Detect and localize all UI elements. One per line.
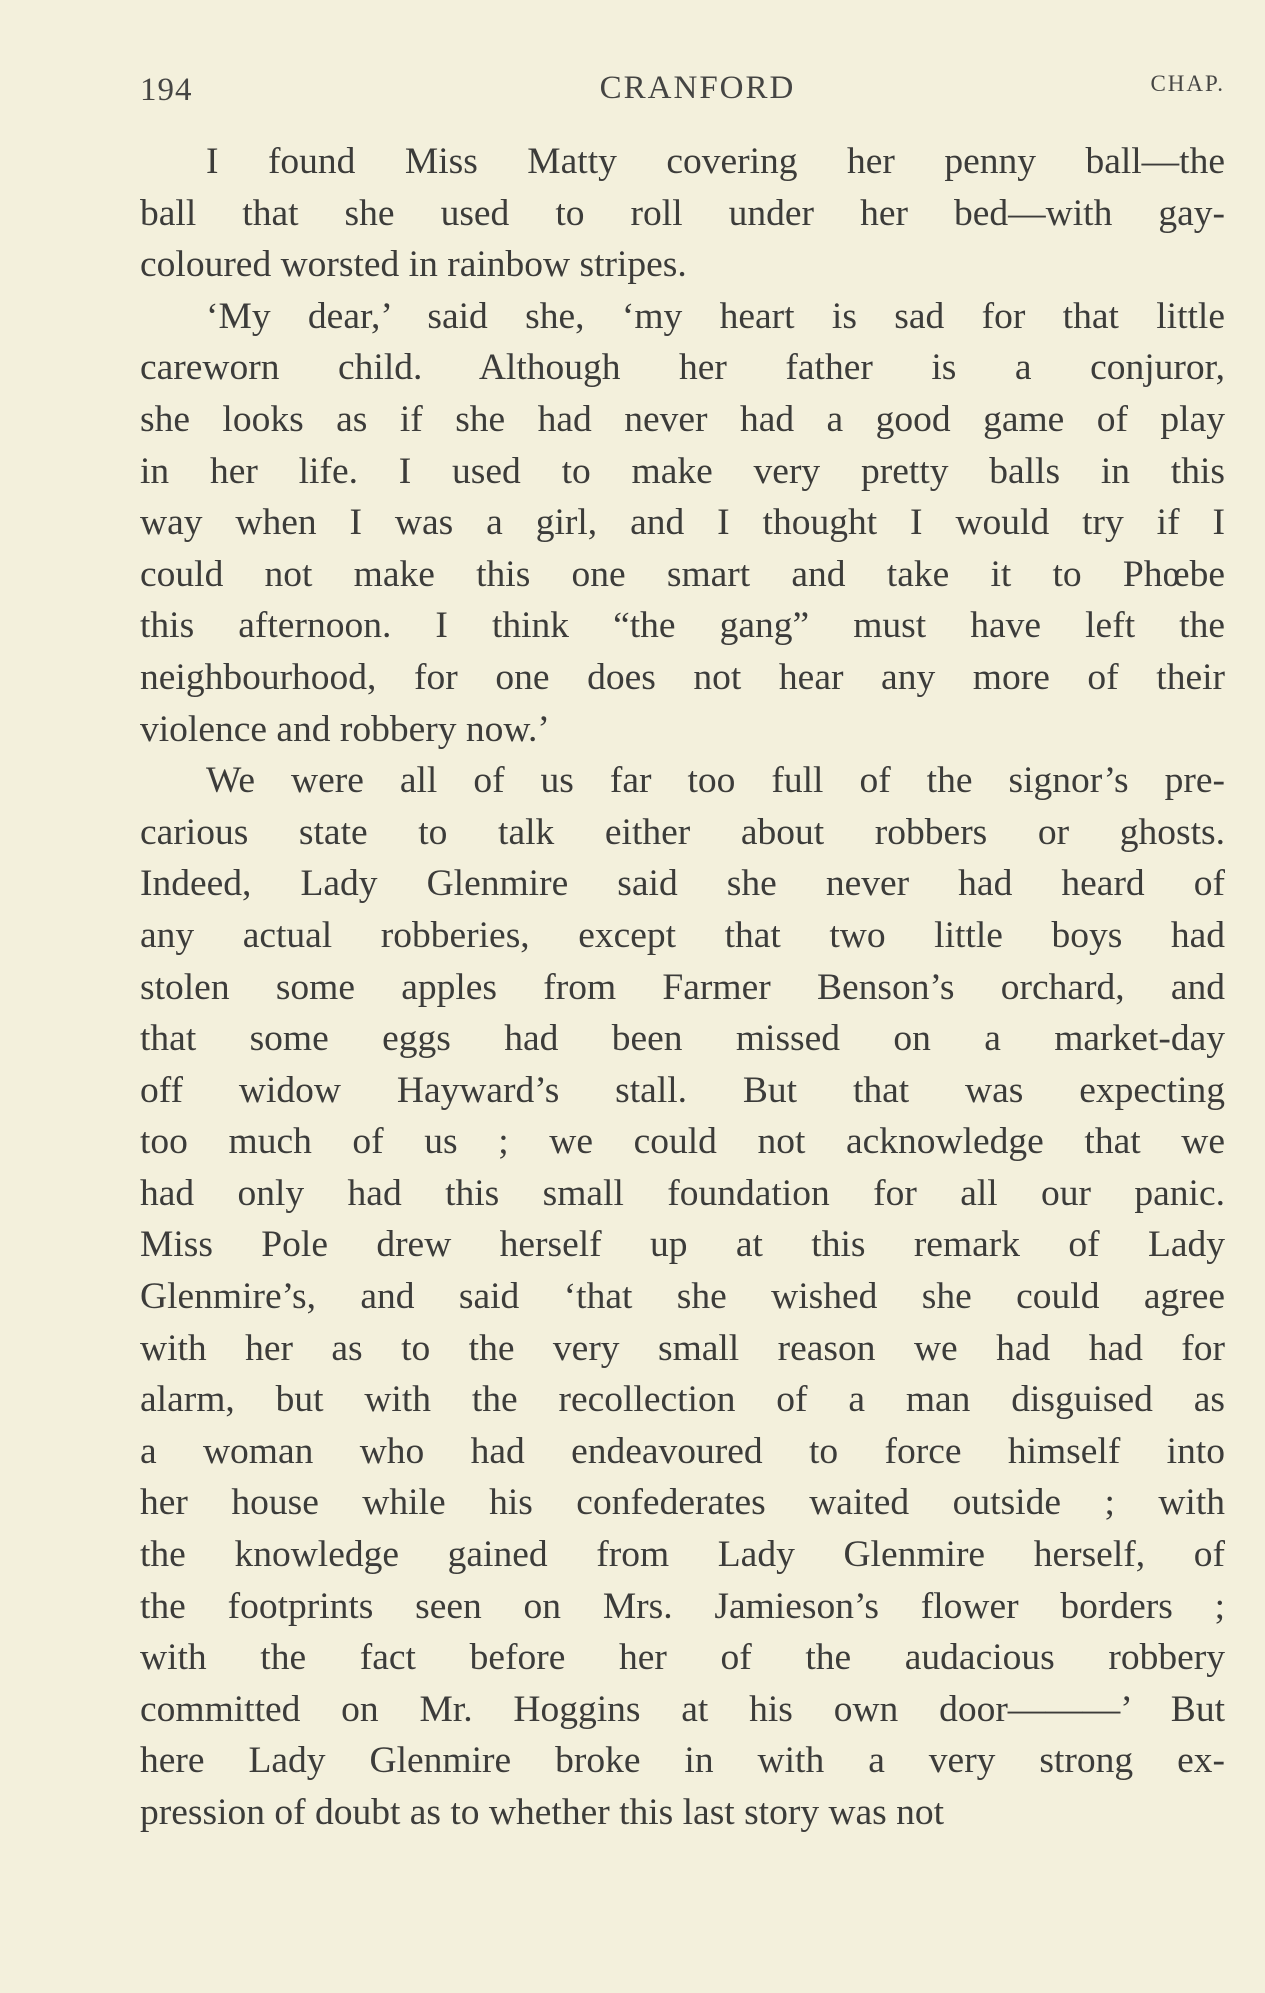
book-title: CRANFORD — [599, 70, 796, 106]
text-line: ‘My dear,’ said she, ‘my heart is sad for that little — [206, 295, 1225, 337]
page-number: 194 — [140, 72, 193, 108]
text-line: off widow Hayward’s stall. But that was expecting — [140, 1069, 1225, 1111]
text-line: any actual robberies, except that two little boys had — [140, 914, 1225, 956]
paragraph — [140, 755, 1225, 1838]
paragraph — [140, 136, 1225, 291]
text-line: had only had this small foundation for all our panic. — [140, 1172, 1225, 1214]
text-line: Indeed, Lady Glenmire said she never had heard of — [140, 863, 1225, 905]
text-line: neighbourhood, for one does not hear any more of their — [140, 656, 1225, 698]
text-line: with the fact before her of the audacious robbery — [140, 1637, 1225, 1679]
text-line: We were all of us far too full of the signor’s pre- — [206, 760, 1225, 802]
text-line: her house while his confederates waited outside ; with — [140, 1482, 1225, 1524]
text-line: a woman who had endeavoured to force himself into — [140, 1430, 1225, 1472]
text-line: carious state to talk either about robbers or ghosts. — [140, 811, 1225, 853]
text-line: she looks as if she had never had a good game of play — [140, 398, 1225, 440]
text-line: Miss Pole drew herself up at this remark of Lady — [140, 1224, 1225, 1266]
text-line: the footprints seen on Mrs. Jamieson’s flower borders ; — [140, 1585, 1225, 1627]
chapter-label: CHAP. — [1150, 71, 1225, 96]
text-line: way when I was a girl, and I thought I would try if I — [140, 502, 1225, 544]
text-line: stolen some apples from Farmer Benson’s orchard, and — [140, 966, 1225, 1008]
text-line: Glenmire’s, and said ‘that she wished she could agree — [140, 1276, 1225, 1318]
text-line: in her life. I used to make very pretty balls in this — [140, 450, 1225, 492]
text-line: alarm, but with the recollection of a man disguised as — [140, 1379, 1225, 1421]
text-line: this afternoon. I think “the gang” must have left the — [140, 605, 1225, 647]
text-line: coloured worsted in rainbow stripes. — [140, 244, 687, 286]
text-line: careworn child. Although her father is a conjuror, — [140, 347, 1225, 389]
body-text — [140, 136, 1225, 1839]
text-line: the knowledge gained from Lady Glenmire herself, of — [140, 1534, 1225, 1576]
text-line: could not make this one smart and take it to Phœbe — [140, 553, 1225, 595]
text-line: pression of doubt as to whether this last story was not — [140, 1792, 945, 1833]
text-line: I found Miss Matty covering her penny ball—the — [206, 141, 1225, 182]
running-header — [140, 66, 1225, 110]
paragraph — [140, 291, 1225, 755]
text-line: too much of us ; we could not acknowledge that we — [140, 1121, 1225, 1163]
text-line: with her as to the very small reason we had had for — [140, 1327, 1225, 1369]
text-line: violence and robbery now.’ — [140, 708, 550, 750]
text-line: ball that she used to roll under her bed—with gay- — [140, 192, 1225, 234]
text-line: that some eggs had been missed on a market-day — [140, 1018, 1225, 1060]
text-line: here Lady Glenmire broke in with a very strong ex- — [140, 1740, 1225, 1782]
text-line: committed on Mr. Hoggins at his own door———’ But — [140, 1688, 1225, 1730]
